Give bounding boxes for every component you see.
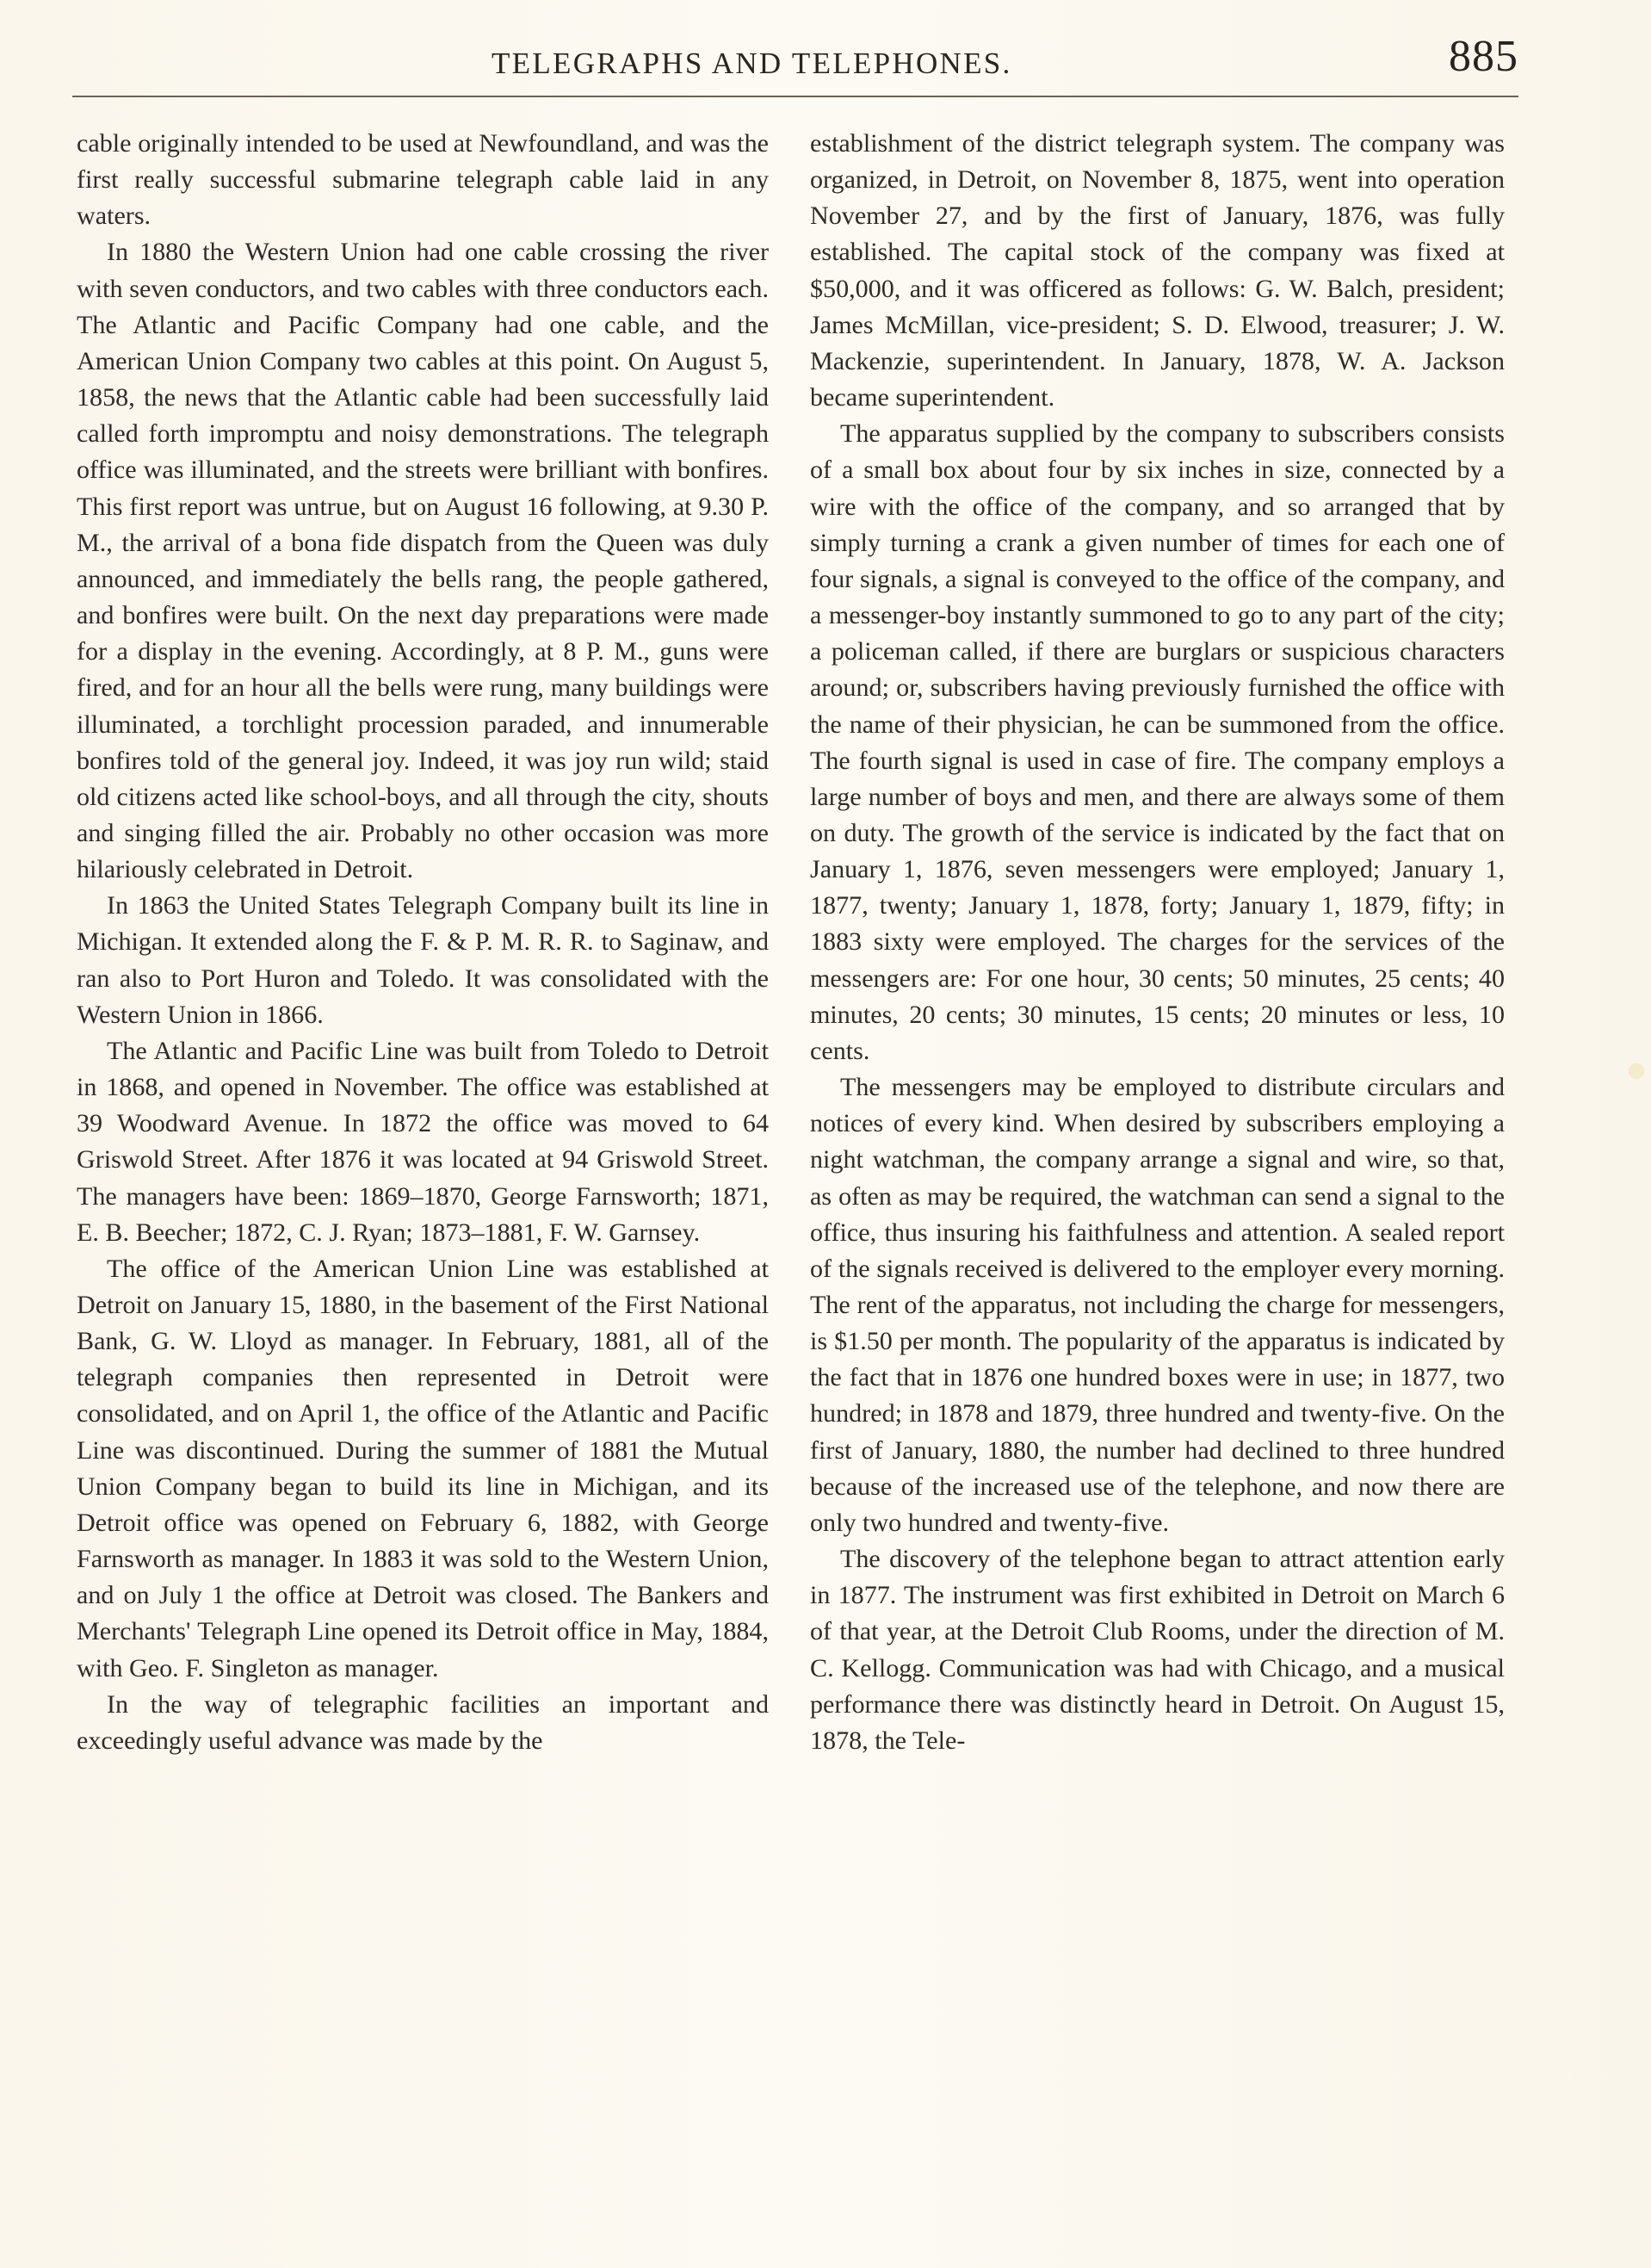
right-paragraph-4: The discovery of the telephone began to attract attention early in 1877. The instrument was first exhibited in Detroit on March 6 of that year, at the Detroit Club Rooms, under the direction of M. C. Kellogg. Communication was had with Chicago, and a musical performance there was distinctly heard in Detroit. On August 15, 1878, the Tele- xyxy=(810,1544,1505,1755)
left-paragraph-4: The Atlantic and Pacific Line was built from Toledo to Detroit in 1868, and opened in November. The office was established at 39 Woodward Avenue. In 1872 the office was moved to 64 Griswold Street. After 1876 it was located at 94 Griswold Street. The managers have been: 1869–1870, George Farnsworth; 1871, E. B. Beecher; 1872, C. J. Ryan; 1873–1881, F. W. Garnsey. xyxy=(77,1035,769,1247)
running-head: TELEGRAPHS AND TELEPHONES. xyxy=(492,46,1012,80)
left-paragraph-2: In 1880 the Western Union had one cable crossing the river with seven conductors, and two cables with three conductors each. The Atlantic and Pacific Company had one cable, and the American Union Company two cables at this point. On August 5, 1858, the news that the Atlantic cable had been successfully laid called forth impromptu and noisy demonstrations. The telegraph office was illuminated, and the streets were brilliant with bonfires. This first report was untrue, but on August 16 following, at 9.30 P. M., the arrival of a bona fide dispatch from the Queen was duly announced, and immediately the bells rang, the people gathered, and bonfires were built. On the next day preparations were made for a display in the evening. Accordingly, at 8 P. M., guns were fired, and for an hour all the bells were rung, many buildings were illuminated, a torchlight procession paraded, and innumerable bonfires told of the general joy. Indeed, it was joy run wild; staid old citizens acted like school-boys, and all through the city, shouts and singing filled the air. Probably no other occasion was more hilariously celebrated in Detroit. xyxy=(77,237,769,884)
page-number: 885 xyxy=(1449,32,1518,81)
right-paragraph-1: establishment of the district telegraph system. The company was organized, in Detroit, on November 8, 1875, went into operation November 27, and by the first of January, 1876, was fully established. The capital stock of the company was fixed at $50,000, and it was officered as follows: G. W. Balch, president; James McMillan, vice-president; S. D. Elwood, treasurer; J. W. Mackenzie, superintendent. In January, 1878, W. A. Jackson became superintendent. xyxy=(810,128,1505,412)
page-header xyxy=(72,32,1518,96)
left-paragraph-3: In 1863 the United States Telegraph Company built its line in Michigan. It extended along the F. & P. M. R. R. to Saginaw, and ran also to Port Huron and Toledo. It was consolidated with the Western Union in 1866. xyxy=(77,890,769,1029)
right-paragraph-3: The messengers may be employed to distribute circulars and notices of every kind. When desired by subscribers employing a night watchman, the company arrange a signal and wire, so that, as often as may be required, the watchman can send a signal to the office, thus insuring his faithfulness and attention. A sealed report of the signals received is delivered to the employer every morning. The rent of the apparatus, not including the charge for messengers, is $1.50 per month. The popularity of the apparatus is indicated by the fact that in 1876 one hundred boxes were in use; in 1877, two hundred; in 1878 and 1879, three hundred and twenty-five. On the first of January, 1880, the number had declined to three hundred because of the increased use of the telephone, and now there are only two hundred and twenty-five. xyxy=(810,1072,1505,1537)
header-rule xyxy=(72,96,1518,97)
left-text-column xyxy=(77,125,769,1758)
right-text-column xyxy=(810,125,1505,1758)
left-paragraph-1: cable originally intended to be used at Newfoundland, and was the first really successful submarine telegraph cable laid in any waters. xyxy=(77,128,769,231)
right-paragraph-2: The apparatus supplied by the company to subscribers consists of a small box about four by six inches in size, connected by a wire with the office of the company, and so arranged that by simply turning a crank a given number of times for each one of four signals, a signal is conveyed to the office of the company, and a messenger-boy instantly summoned to go to any part of the city; a policeman called, if there are burglars or suspicious characters around; or, subscribers having previously furnished the office with the name of their physician, he can be summoned from the office. The fourth signal is used in case of fire. The company employs a large number of boys and men, and there are always some of them on duty. The growth of the service is indicated by the fact that on January 1, 1876, seven messengers were employed; January 1, 1877, twenty; January 1, 1878, forty; January 1, 1879, fifty; in 1883 sixty were employed. The charges for the services of the messengers are: For one hour, 30 cents; 50 minutes, 25 cents; 40 minutes, 20 cents; 30 minutes, 15 cents; 20 minutes or less, 10 cents. xyxy=(810,418,1505,1065)
scan-speck xyxy=(1629,1063,1644,1079)
left-paragraph-5: The office of the American Union Line was established at Detroit on January 15, 1880, in the basement of the First National Bank, G. W. Lloyd as manager. In February, 1881, all of the telegraph companies then represented in Detroit were consolidated, and on April 1, the office of the Atlantic and Pacific Line was discontinued. During the summer of 1881 the Mutual Union Company began to build its line in Michigan, and its Detroit office was opened on February 6, 1882, with George Farnsworth as manager. In 1883 it was sold to the Western Union, and on July 1 the office at Detroit was closed. The Bankers and Merchants' Telegraph Line opened its Detroit office in May, 1884, with Geo. F. Singleton as manager. xyxy=(77,1253,769,1682)
left-paragraph-6: In the way of telegraphic facilities an important and exceedingly useful advance was made by the xyxy=(77,1689,769,1755)
